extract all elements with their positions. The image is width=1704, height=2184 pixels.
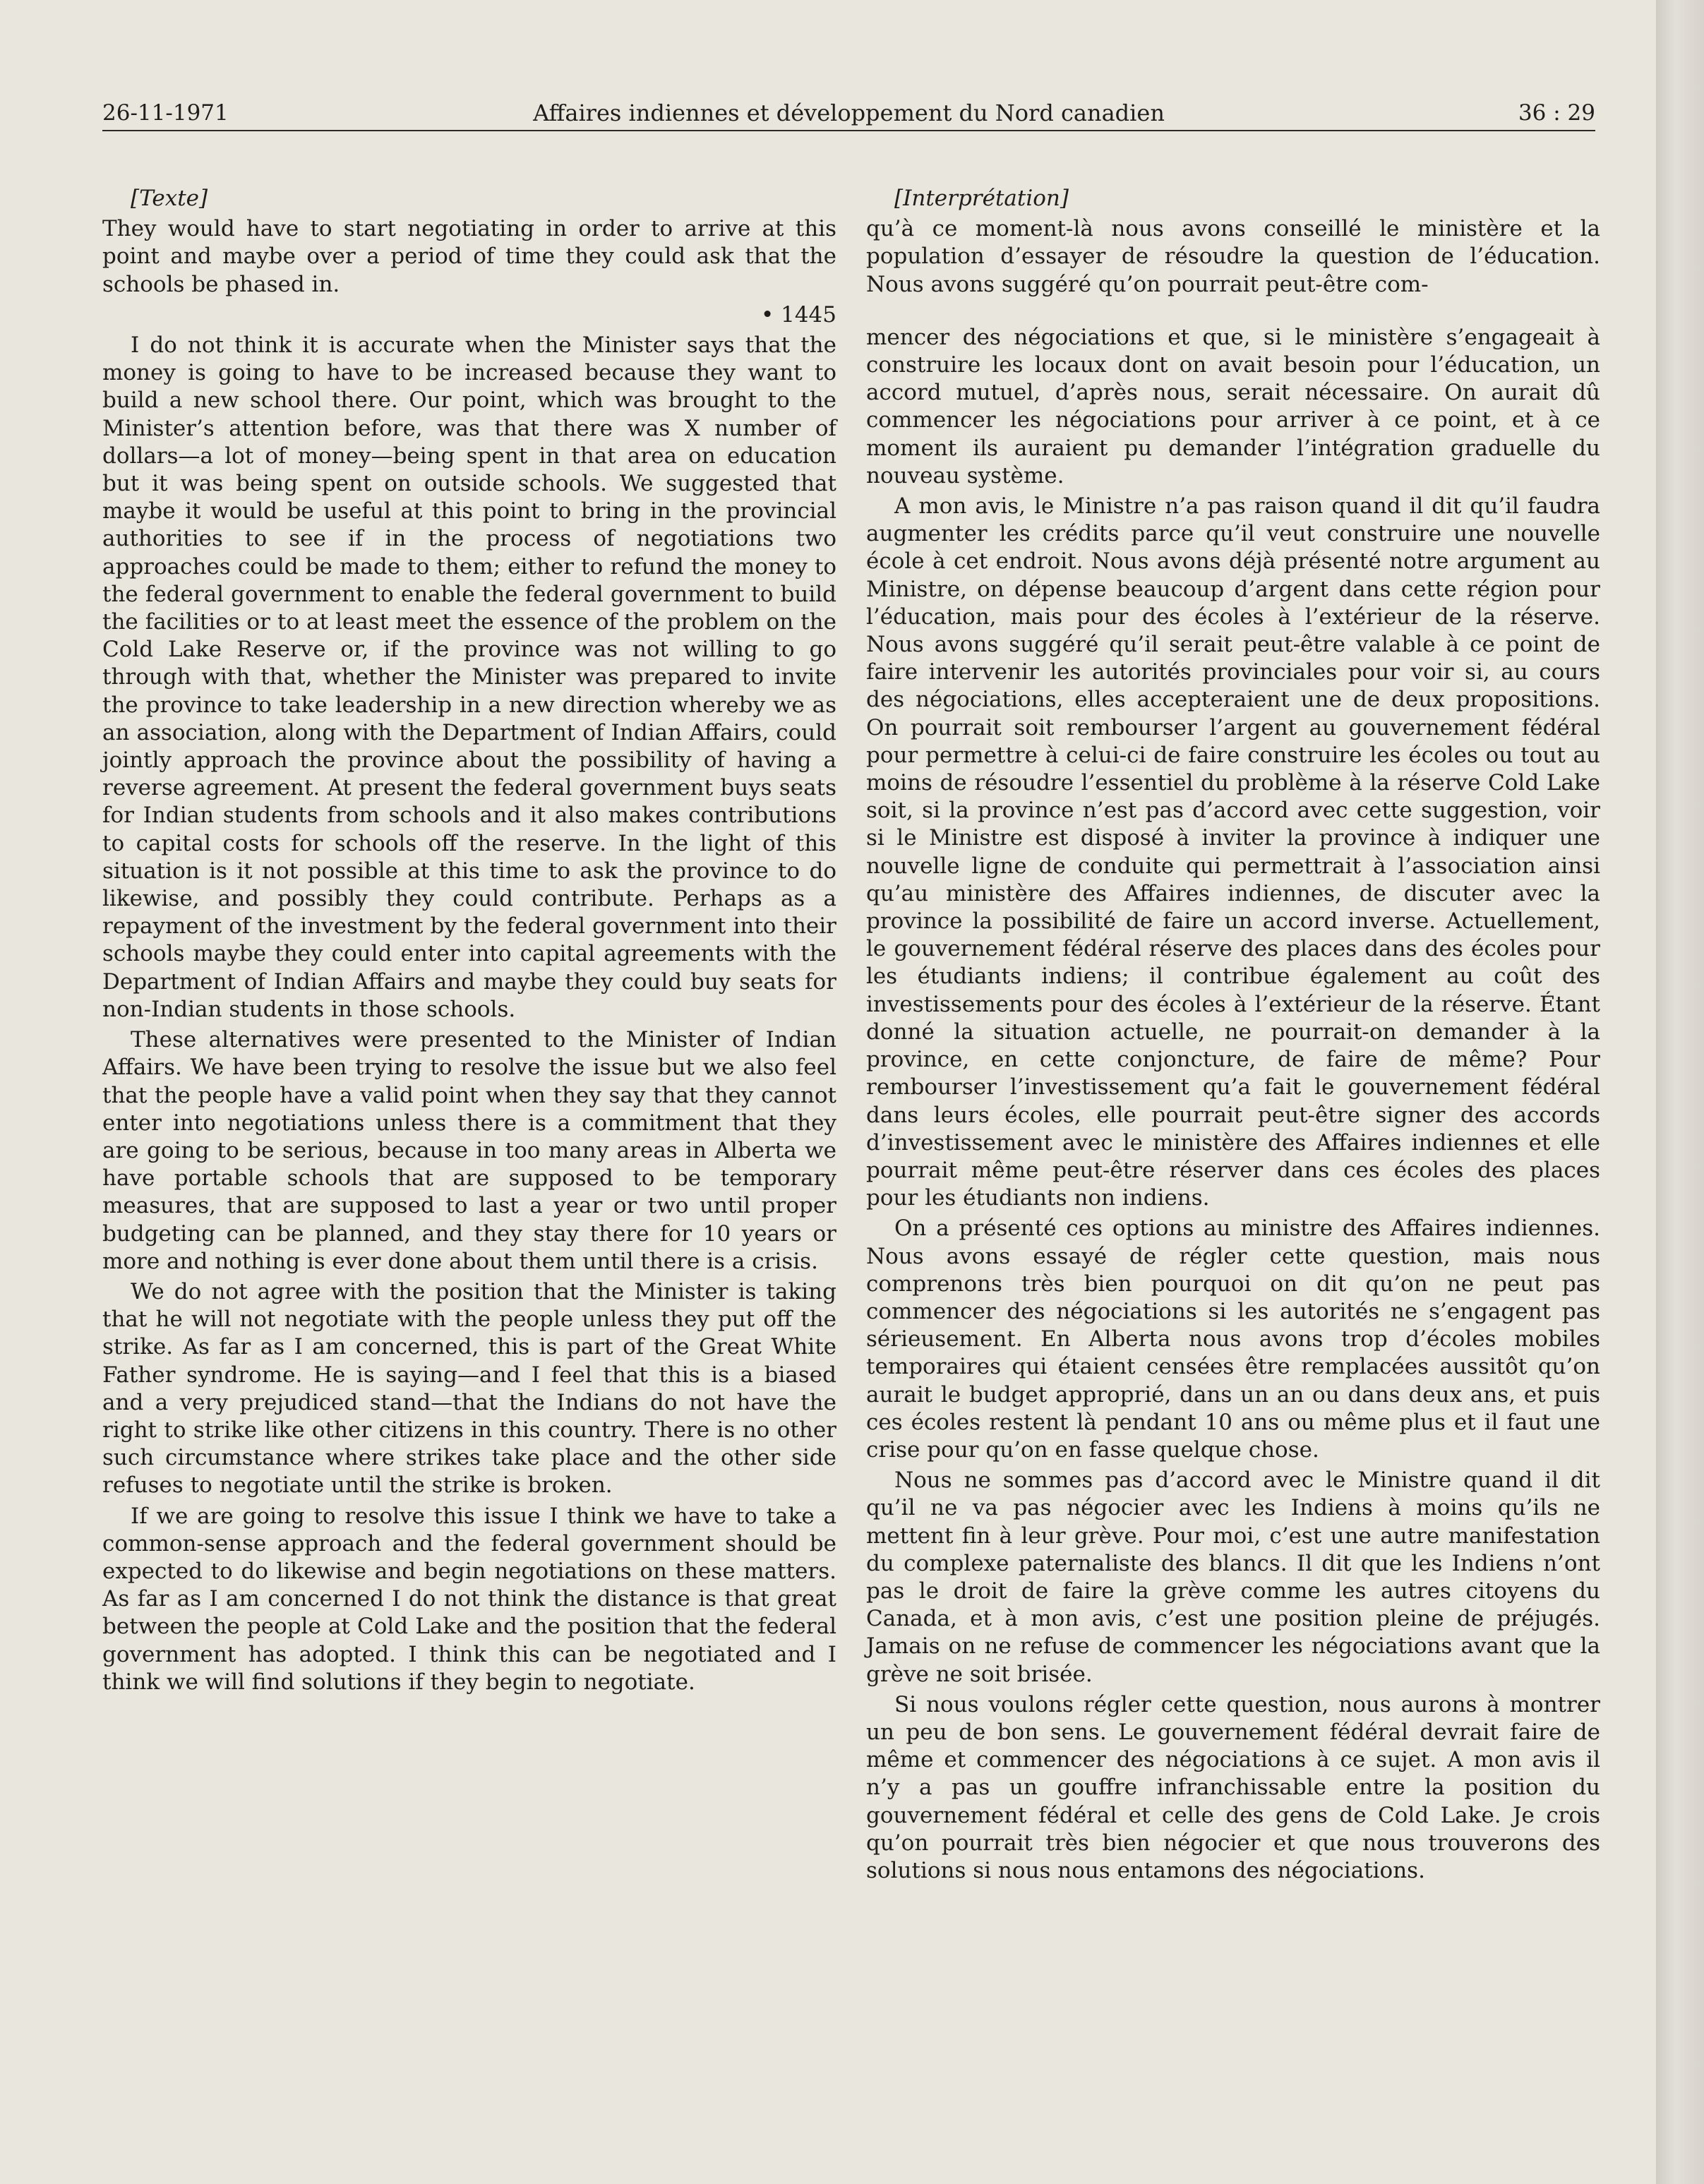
- paragraph: I do not think it is accurate when the Minister says that the money is going to have to be increased because they want to build a new school there. Our point, which was brought to the Minister’s attention before, was that there was X number of dollars—a lot of money—being spent in that area on education but it was being spent on outside schools. We suggested that maybe it would be useful at this point to bring in the provincial authorities to see if in the process of negotiations two approaches could be made to them; either to refund the money to the federal government to enable the federal government to build the facilities or to at least meet the essence of the problem on the Cold Lake Reserve or, if the province was not willing to go through with that, whether the Minister was prepared to invite the province to take leadership in a new direction whereby we as an association, along with the Department of Indian Affairs, could jointly approach the province about the possibility of having a reverse agreement. At present the federal government buys seats for Indian students from schools and it also makes contributions to capital costs for schools off the reserve. In the light of this situation is it not possible at this time to ask the province to do likewise, and possibly they could contribute. Perhaps as a repayment of the investment by the federal government into their schools maybe they could enter into capital agreements with the Department of Indian Affairs and maybe they could buy seats for non-Indian students in those schools.: [102, 332, 836, 1022]
- time-marker: • 1445: [760, 301, 836, 328]
- paragraph: We do not agree with the position that the Minister is taking that he will not negotiate with the people unless they put off the strike. As far as I am concerned, this is part of the Great White Father syndrome. He is saying—and I feel that this is a biased and a very prejudiced stand—that the Indians do not have the right to strike like other citizens in this country. There is no other such circumstance where strikes take place and the other side refuses to negotiate until the strike is broken.: [102, 1278, 836, 1499]
- paragraph: On a présenté ces options au ministre des Affaires indiennes. Nous avons essayé de régler cette question, mais nous comprenons très bien pourquoi on dit qu’on ne peut pas commencer des négociations si les autorités ne s’engagent pas sérieusement. En Alberta nous avons trop d’écoles mobiles temporaires qui étaient censées être remplacées aussitôt qu’on aurait le budget approprié, dans un an ou dans deux ans, et puis ces écoles restent là pendant 10 ans ou même plus et il faut une crise pour qu’on en fasse quelque chose.: [866, 1216, 1600, 1463]
- paragraph: Si nous voulons régler cette question, nous aurons à montrer un peu de bon sens. Le gouvernement fédéral devrait faire de même et commencer des négociations à ce sujet. A mon avis il n’y a pas un gouffre infranchissable entre la position du gouvernement fédéral et celle des gens de Cold Lake. Je crois qu’on pourrait très bien négocier et que nous trouverons des solutions si nous nous entamons des négociations.: [866, 1691, 1600, 1883]
- header-rule: [102, 130, 1595, 131]
- paragraph: If we are going to resolve this issue I think we have to take a common-sense approach and the federal government should be expected to do likewise and begin negotiations on these matters. As far as I am concerned I do not think the distance is that great between the people at Cold Lake and the position that the federal government has adopted. I think this can be negotiated and I think we will find solutions if they begin to negotiate.: [102, 1503, 836, 1695]
- paragraph: Nous ne sommes pas d’accord avec le Ministre quand il dit qu’il ne va pas négocier avec les Indiens à moins qu’ils ne mettent fin à leur grève. Pour moi, c’est une autre manifestation du complexe paternaliste des blancs. Il dit que les Indiens n’ont pas le droit de faire la grève comme les autres citoyens du Canada, et à mon avis, c’est une position pleine de préjugés. Jamais on ne refuse de commencer les négociations avant que la grève ne soit brisée.: [866, 1468, 1600, 1687]
- header-page-number: 36 : 29: [1518, 100, 1595, 126]
- paragraph: They would have to start negotiating in order to arrive at this point and maybe over a period of time they could ask that the schools be phased in.: [102, 216, 836, 297]
- paragraph: A mon avis, le Ministre n’a pas raison quand il dit qu’il faudra augmenter les crédits parce qu’il veut construire une nouvelle école à cet endroit. Nous avons déjà présenté notre argument au Ministre, on dépense beaucoup d’argent dans cette région pour l’éducation, mais pour des écoles à l’extérieur de la réserve. Nous avons suggéré qu’il serait peut-être valable à ce point de faire intervenir les autorités provinciales pour voir si, au cours des négociations, elles accepteraient une de deux propositions. On pourrait soit rembourser l’argent au gouvernement fédéral pour permettre à celui-ci de faire construire les écoles ou tout au moins de résoudre l’essentiel du problème à la réserve Cold Lake soit, si la province n’est pas d’accord avec cette suggestion, voir si le Ministre est disposé à inviter la province à indiquer une nouvelle ligne de conduite qui permettrait à l’association ainsi qu’au ministère des Affaires indiennes, de discuter avec la province la possibilité de faire un accord inverse. Actuellement, le gouvernement fédéral réserve des places dans des écoles pour les étudiants indiens; il contribue également au coût des investissements pour des écoles à l’extérieur de la réserve. Étant donné la situation actuelle, ne pourrait-on demander à la province, en cette conjoncture, de faire de même? Pour rembourser l’investissement qu’a fait le gouvernement fédéral dans leurs écoles, elle pourrait peut-être signer des accords d’investissement avec le ministère des Affaires indiennes et elle pourrait même peut-être réserver dans ces écoles des places pour les étudiants non indiens.: [866, 493, 1600, 1211]
- header-title: Affaires indiennes et développement du Nord canadien: [533, 100, 1165, 126]
- column-gap: [866, 299, 1600, 324]
- column-label: [Interprétation]: [894, 186, 1069, 211]
- column-label: [Texte]: [131, 186, 208, 211]
- paragraph: mencer des négociations et que, si le ministère s’engageait à construire les locaux dont on avait besoin pour l’éducation, un accord mutuel, d’après nous, serait nécessaire. On aurait dû commencer les négociations pour arriver à ce point, et à ce moment ils auraient pu demander l’intégration graduelle du nouveau système.: [866, 324, 1600, 488]
- header-date: 26-11-1971: [102, 100, 229, 126]
- english-column: [102, 185, 836, 1696]
- page-edge: [1656, 0, 1704, 2184]
- paragraph: These alternatives were presented to the Minister of Indian Affairs. We have been trying to resolve the issue but we also feel that the people have a valid point when they say that they cannot enter into negotiations unless there is a commitment that they are going to be serious, because in too many areas in Alberta we have portable schools that are supposed to be temporary measures, that are supposed to last a year or two until proper budgeting can be planned, and they stay there for 10 years or more and nothing is ever done about them until there is a crisis.: [102, 1027, 836, 1274]
- paragraph: qu’à ce moment-là nous avons conseillé le ministère et la population d’essayer de résoudre la question de l’éducation. Nous avons suggéré qu’on pourrait peut-être com-: [866, 216, 1600, 297]
- french-column: [866, 185, 1600, 1885]
- running-header: [102, 93, 1595, 130]
